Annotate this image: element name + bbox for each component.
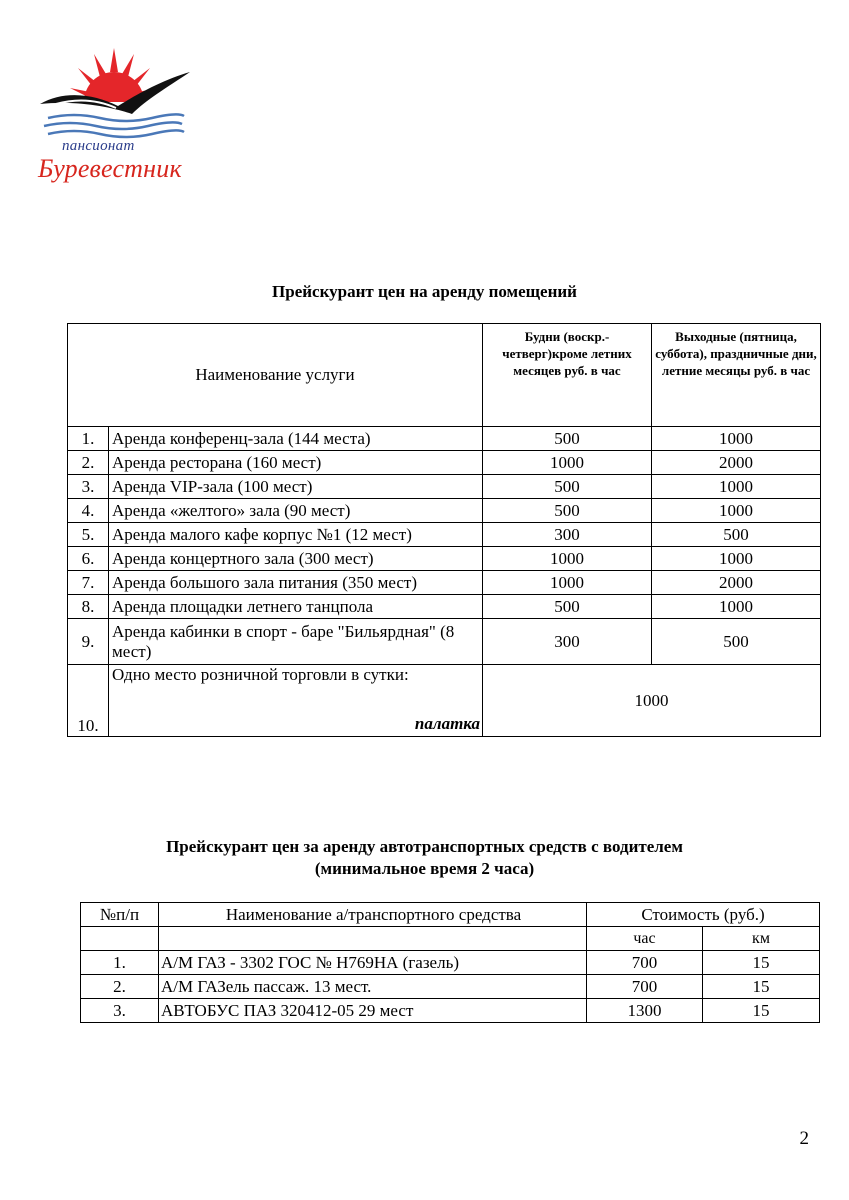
row-number: 2. (81, 975, 159, 999)
row-weekend-price: 500 (652, 523, 821, 547)
table-row (81, 975, 820, 999)
table-row (68, 619, 821, 665)
row-number: 9. (68, 619, 109, 665)
row-number: 1. (81, 951, 159, 975)
row-weekend-price: 2000 (652, 451, 821, 475)
table-row (81, 951, 820, 975)
row-number: 3. (68, 475, 109, 499)
row-number: 7. (68, 571, 109, 595)
table-row (68, 427, 821, 451)
header-cost: Стоимость (руб.) (587, 903, 820, 927)
row-weekday-price: 500 (483, 499, 652, 523)
row-weekend-price: 1000 (652, 595, 821, 619)
row-weekend-price: 1000 (652, 547, 821, 571)
row-number: 10. (68, 665, 109, 737)
vehicle-rental-title-line2: (минимальное время 2 часа) (314, 859, 535, 878)
premises-price-table (67, 323, 821, 737)
row-weekend-price: 1000 (652, 475, 821, 499)
header-service-name: Наименование услуги (68, 324, 483, 427)
row-weekday-price: 1000 (483, 451, 652, 475)
row-price-merged: 1000 (483, 665, 821, 737)
row-weekday-price: 1000 (483, 547, 652, 571)
row-weekday-price: 1000 (483, 571, 652, 595)
row-service-name: Аренда концертного зала (300 мест) (109, 547, 483, 571)
row-weekend-price: 1000 (652, 427, 821, 451)
row-weekday-price: 300 (483, 523, 652, 547)
row-service-name: Аренда кабинки в спорт - баре "Бильярдная" (8 мест) (109, 619, 483, 665)
row-weekend-price: 2000 (652, 571, 821, 595)
row-service-name: Аренда большого зала питания (350 мест) (109, 571, 483, 595)
table-row (68, 523, 821, 547)
vehicle-price-table (80, 902, 820, 1023)
header-vehicle-name: Наименование а/транспортного средства (159, 903, 587, 927)
logo-brand-name: Буревестник (38, 154, 182, 183)
table-row (68, 475, 821, 499)
table-row (81, 999, 820, 1023)
row-weekend-price: 500 (652, 619, 821, 665)
row-service-name: Аренда «желтого» зала (90 мест) (109, 499, 483, 523)
table-row (68, 665, 821, 737)
header-weekday-price: Будни (воскр.-четверг)кроме летних месяцев руб. в час (483, 324, 652, 427)
row-weekday-price: 500 (483, 595, 652, 619)
row-price-km: 15 (703, 999, 820, 1023)
header-per-hour: час (587, 927, 703, 951)
row-service-name: Одно место розничной торговли в сутки: (112, 665, 409, 684)
row-number: 3. (81, 999, 159, 1023)
row-vehicle-name: АВТОБУС ПАЗ 320412-05 29 мест (159, 999, 587, 1023)
header-per-km: км (703, 927, 820, 951)
row-weekday-price: 300 (483, 619, 652, 665)
row-weekday-price: 500 (483, 427, 652, 451)
row-price-hour: 700 (587, 951, 703, 975)
row-service-name: Аренда площадки летнего танцпола (109, 595, 483, 619)
page-number: 2 (799, 1128, 809, 1149)
row-service-kind: палатка (414, 714, 480, 733)
table-row (68, 451, 821, 475)
table-row (68, 499, 821, 523)
header-number: №п/п (81, 903, 159, 927)
table-row (68, 571, 821, 595)
row-weekend-price: 1000 (652, 499, 821, 523)
row-price-hour: 1300 (587, 999, 703, 1023)
row-service-name: Аренда конференц-зала (144 места) (109, 427, 483, 451)
row-number: 1. (68, 427, 109, 451)
table-row (68, 547, 821, 571)
sun-seagull-icon (34, 38, 194, 148)
table-row (68, 595, 821, 619)
row-service-name: Аренда малого кафе корпус №1 (12 мест) (109, 523, 483, 547)
row-price-km: 15 (703, 951, 820, 975)
row-service (109, 665, 483, 737)
vehicle-rental-title-line1: Прейскурант цен за аренду автотранспортных средств с водителем (166, 837, 683, 856)
row-price-km: 15 (703, 975, 820, 999)
row-number: 6. (68, 547, 109, 571)
row-number: 8. (68, 595, 109, 619)
row-vehicle-name: А/М ГАЗель пассаж. 13 мест. (159, 975, 587, 999)
row-price-hour: 700 (587, 975, 703, 999)
row-number: 5. (68, 523, 109, 547)
row-weekday-price: 500 (483, 475, 652, 499)
row-number: 2. (68, 451, 109, 475)
logo-caption: пансионат (62, 138, 135, 154)
row-number: 4. (68, 499, 109, 523)
row-vehicle-name: А/М ГАЗ - 3302 ГОС № Н769НА (газель) (159, 951, 587, 975)
row-service-name: Аренда ресторана (160 мест) (109, 451, 483, 475)
rental-premises-title: Прейскурант цен на аренду помещений (272, 282, 577, 301)
header-weekend-price: Выходные (пятница, суббота), праздничные дни, летние месяцы руб. в час (652, 324, 821, 427)
row-service-name: Аренда VIP-зала (100 мест) (109, 475, 483, 499)
